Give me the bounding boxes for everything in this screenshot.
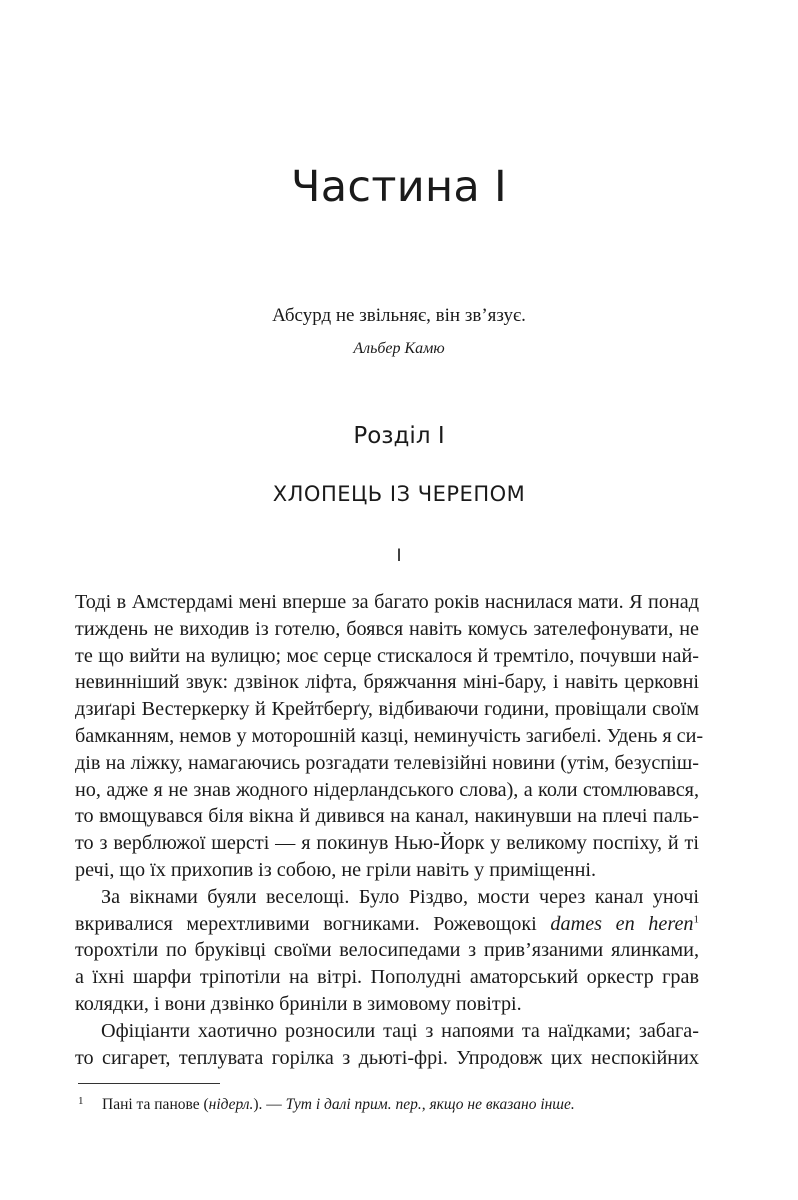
text-line: тиждень не виходив із готелю, боявся навіть комусь зателефонувати, не xyxy=(75,617,699,640)
text-line: Тоді в Амстердамі мені вперше за багато років наснилася мати. Я понад xyxy=(75,591,699,613)
text-line: бамканням, немов у моторошній казці, неминучість загибелі. Удень я си- xyxy=(75,724,704,747)
text-line: а їхні шарфи тріпотіли на вітрі. Пополудні аматорський оркестр грав xyxy=(75,966,699,989)
footnote-divider xyxy=(78,1083,220,1084)
section-number: I xyxy=(396,546,402,566)
footnote xyxy=(78,1096,698,1114)
text-line: торохтіли по бруківці своїми велосипедами з прив’язаними ялинками, xyxy=(75,939,699,962)
text-line: но, адже я не знав жодного нідерландського слова), а коли стомлювався, xyxy=(75,778,699,801)
footnote-mark: 1 xyxy=(78,1095,84,1107)
text-line: то сигарет, теплувата горілка з дьюті-фрі. Упродовж цих неспокійних xyxy=(75,1046,699,1069)
text-line: то з верблюжої шерсті — я покинув Нью-Йорк у великому поспіху, й ті xyxy=(75,832,699,855)
text-segment: вкривалися мерехтливими вогниками. Рожевощокі xyxy=(75,912,551,935)
text-line: невинніший звук: дзвінок ліфта, бряжчання міні-бару, і навіть церковні xyxy=(75,671,699,694)
footnote-text: ). — xyxy=(253,1096,286,1113)
footnote-note: Тут і далі прим. пер., якщо не вказано інше. xyxy=(285,1096,575,1113)
footnote-reference[interactable]: 1 xyxy=(693,912,700,925)
chapter-label: Розділ I xyxy=(353,423,445,449)
part-title: Частина I xyxy=(291,162,507,212)
text-line: колядки, і вони дзвінко бриніли в зимовому повітрі. xyxy=(75,992,522,1015)
epigraph-quote: Абсурд не звільняє, він зв’язує. xyxy=(272,305,526,326)
paragraph-3 xyxy=(75,1018,699,1072)
chapter-title: ХЛОПЕЦЬ ІЗ ЧЕРЕПОМ xyxy=(272,482,526,506)
text-line: дзиґарі Вестеркерку й Крейтберґу, відбиваючи години, провіщали своїм xyxy=(75,698,699,721)
text-line: те що вийти на вулицю; моє серце стискалося й тремтіло, почувши най- xyxy=(75,644,699,667)
body-text xyxy=(75,589,704,1071)
epigraph-author: Альбер Камю xyxy=(353,340,445,357)
paragraph-1 xyxy=(75,589,704,884)
text-line: дів на ліжку, намагаючись розгадати телевізійні новини (утім, безуспіш- xyxy=(75,751,699,774)
foreign-phrase: dames en heren xyxy=(550,912,694,935)
text-line: речі, що їх прихопив із собою, не гріли навіть у приміщенні. xyxy=(75,858,597,881)
text-line: то вмощувався біля вікна й дивився на канал, накинувши на плечі паль- xyxy=(75,805,699,828)
text-line: Офіціанти хаотично розносили таці з напоями та наїдками; забага- xyxy=(101,1019,699,1042)
text-line xyxy=(75,911,699,938)
footnote-text: Пані та панове ( xyxy=(102,1096,209,1113)
paragraph-2 xyxy=(75,884,699,1018)
footnote-language: нідерл. xyxy=(208,1096,254,1113)
text-line: За вікнами буяли веселощі. Було Різдво, мости через канал уночі xyxy=(101,885,699,908)
